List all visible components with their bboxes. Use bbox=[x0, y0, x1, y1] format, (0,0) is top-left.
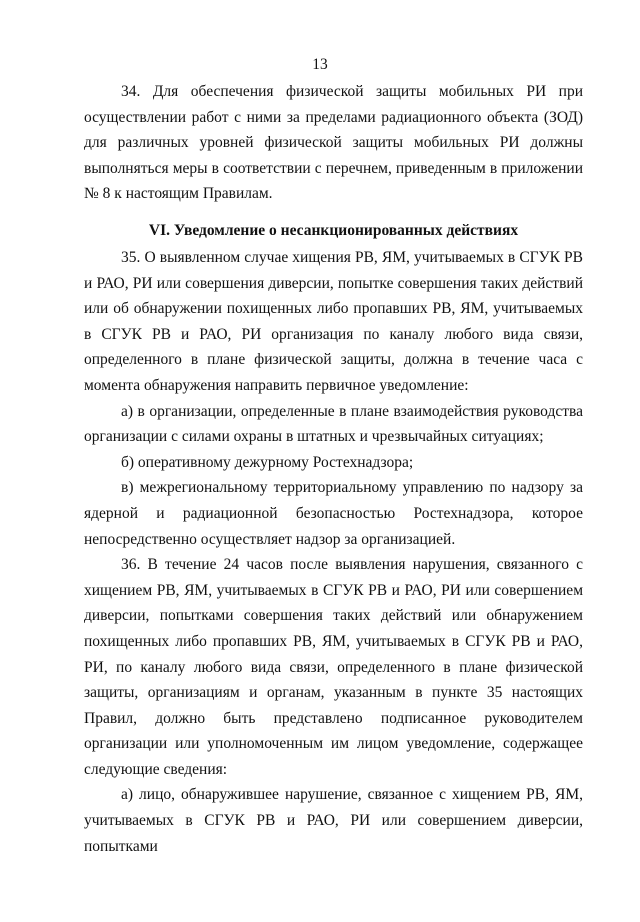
paragraph-36: 36. В течение 24 часов после выявления нарушения, связанного с хищением РВ, ЯМ, учитываемых в СГУК РВ и РАО, РИ или совершением диверсии, попытками совершения таких действий или обнаружением похищенных либо пропавших РВ, ЯМ, учитываемых в СГУК РВ и РАО, РИ, по каналу любого вида связи, определенного в плане физической защиты, организациям и органам, указанным в пункте 35 настоящих Правил, должно быть представлено подписанное руководителем организации или уполномоченным им лицом уведомление, содержащее следующие сведения: bbox=[84, 556, 583, 778]
list-item-35-b: б) оперативному дежурному Ростехнадзора; bbox=[121, 453, 414, 471]
paragraph-block-34 bbox=[84, 79, 583, 207]
section-heading: VI. Уведомление о несанкционированных действиях bbox=[148, 222, 519, 239]
paragraph-35: 35. О выявленном случае хищения РВ, ЯМ, учитываемых в СГУК РВ и РАО, РИ или совершения диверсии, попытке совершения таких действий или об обнаружении похищенных либо пропавших РВ, ЯМ, учитываемых в СГУК РВ и РАО, РИ организация по каналу любого вида связи, определенного в плане физической защиты, должна в течение часа с момента обнаружения направить первичное уведомление: bbox=[84, 249, 583, 394]
list-item-36-a: а) лицо, обнаружившее нарушение, связанное с хищением РВ, ЯМ, учитываемых в СГУК РВ и РАО, РИ или совершением диверсии, попытками bbox=[84, 786, 583, 855]
list-item-35-c: в) межрегиональному территориальному управлению по надзору за ядерной и радиационной безопасностью Ростехнадзора, которое непосредственно осуществляет надзор за организацией. bbox=[84, 479, 583, 548]
page-number: 13 bbox=[312, 56, 328, 73]
section-body bbox=[84, 245, 583, 859]
paragraph-34: 34. Для обеспечения физической защиты мобильных РИ при осуществлении работ с ними за пределами радиационного объекта (ЗОД) для различных уровней физической защиты мобильных РИ должны выполняться меры в соответствии с перечнем, приведенным в приложении № 8 к настоящим Правилам. bbox=[84, 83, 583, 203]
list-item-35-a: а) в организации, определенные в плане взаимодействия руководства организации с силами охраны в штатных и чрезвычайных ситуациях; bbox=[84, 402, 583, 446]
